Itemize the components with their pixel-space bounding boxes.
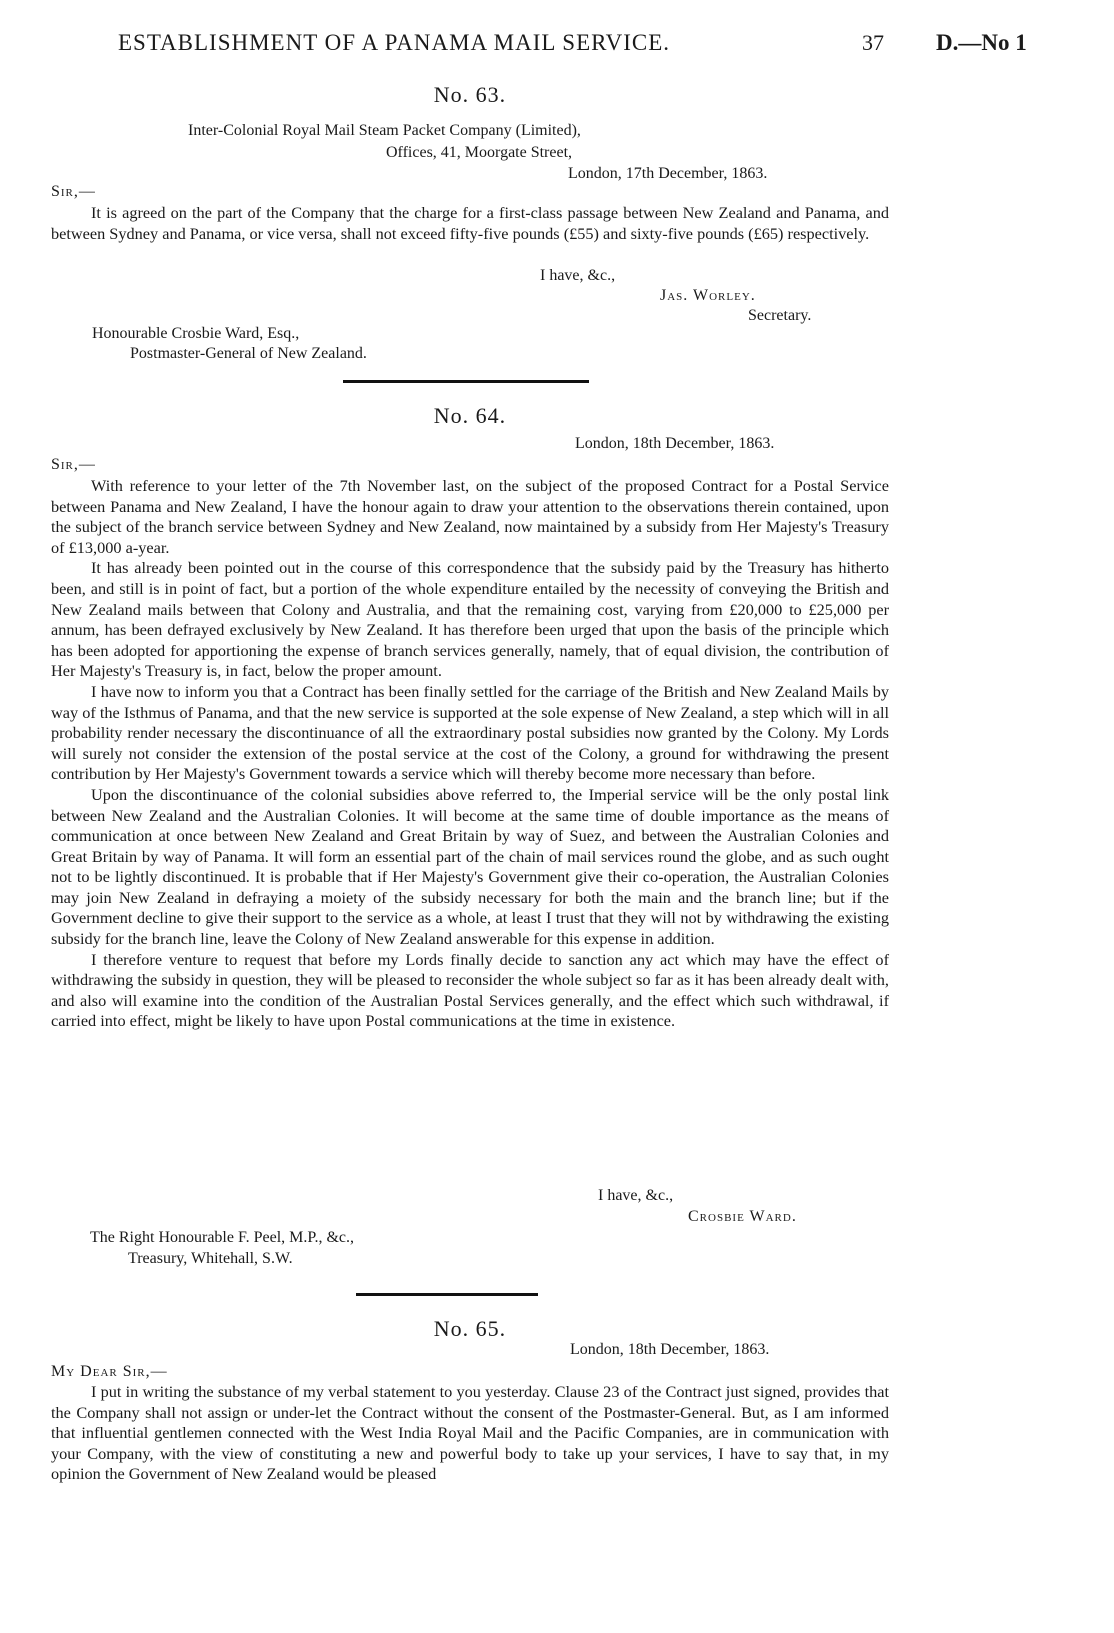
letter-64-signature: Crosbie Ward. [688, 1208, 797, 1225]
letter-64-body [51, 476, 889, 1032]
letter-64-recipient-line-1: The Right Honourable F. Peel, M.P., &c., [90, 1229, 355, 1246]
letter-63-recipient-line-1: Honourable Crosbie Ward, Esq., [92, 325, 300, 342]
letter-63-recipient-line-2: Postmaster-General of New Zealand. [130, 345, 367, 362]
letter-65-date: London, 18th December, 1863. [570, 1341, 770, 1358]
letter-64-date: London, 18th December, 1863. [575, 435, 775, 452]
letter-63-body [51, 203, 889, 244]
letter-65-salutation: My Dear Sir,— [51, 1363, 168, 1380]
letter-63-paragraph-1: It is agreed on the part of the Company that the charge for a first-class passage between New Zealand and Panama, and between Sydney and Panama, or vice versa, shall not exceed fifty-five pounds (£55) and sixty-five pounds (£65) respectively. [51, 203, 889, 243]
letter-63-signature-title: Secretary. [748, 307, 812, 324]
letter-64-salutation: Sir,— [51, 456, 96, 473]
letter-64-closing: I have, &c., [598, 1187, 674, 1204]
section-divider [343, 380, 589, 383]
letter-64-paragraph-4: Upon the discontinuance of the colonial subsidies above referred to, the Imperial service will be the only postal link between New Zealand and the Australian Colonies. It will become at the same time of double importance as the means of communication at once between New Zealand and Great Britain by way of Suez, and between the Australian Colonies and Great Britain by way of Panama. It will form an essential part of the chain of mail services round the globe, and as such ought not to be lightly discontinued. It is probable that if Her Majesty's Government give their co-operation, the Australian Colonies may join New Zealand in defraying a moiety of the subsidy necessary for both the main and the branch line; but if the Government decline to give their support to the service as a whole, at least I trust that they will not by withdrawing the existing subsidy for the branch line, leave the Colony of New Zealand answerable for this expense in addition. [51, 784, 889, 949]
letter-64-recipient-line-2: Treasury, Whitehall, S.W. [128, 1250, 293, 1267]
letter-64-paragraph-1: With reference to your letter of the 7th November last, on the subject of the proposed Contract for a Postal Service between Panama and New Zealand, I have the honour again to draw your attention to the observations therein contained, upon the subject of the branch service between Sydney and New Zealand, now maintained by a subsidy from Her Majesty's Treasury of £13,000 a-year. [51, 476, 889, 557]
letter-64-number: No. 64. [433, 403, 507, 428]
letter-65-number: No. 65. [433, 1316, 507, 1341]
page-number: 37 [862, 30, 884, 55]
letter-63-closing: I have, &c., [540, 267, 616, 284]
document-reference: D.—No 1 [936, 30, 1027, 55]
letter-63-address-line-2: Offices, 41, Moorgate Street, [386, 144, 573, 161]
letter-64-paragraph-2: It has already been pointed out in the course of this correspondence that the subsidy paid by the Treasury has hitherto been, and still is in point of fact, but a portion of the whole expenditure entailed by the necessity of conveying the British and New Zealand mails between that Colony and Australia, and that the remaining cost, varying from £20,000 to £25,000 per annum, has been defrayed exclusively by New Zealand. It has therefore been urged that upon the basis of the principle which has been adopted for apportioning the expense of branch services generally, namely, that of equal division, the contribution of Her Majesty's Treasury is, in fact, below the proper amount. [51, 558, 889, 681]
letter-64-paragraph-3: I have now to inform you that a Contract has been finally settled for the carriage of the British and New Zealand Mails by way of the Isthmus of Panama, and that the new service is supported at the sole expense of New Zealand, a step which will in all probability render necessary the discontinuance of all the extraordinary postal subsidies now granted by the Colony. My Lords will surely not consider the extension of the postal service at the cost of the Colony, a ground for withdrawing the present contribution by Her Majesty's Government towards a service which will thereby become more necessary than before. [51, 681, 889, 784]
letter-63-signature: Jas. Worley. [660, 287, 756, 304]
letter-64-paragraph-5: I therefore venture to request that before my Lords finally decide to sanction any act which may have the effect of withdrawing the subsidy in question, they will be pleased to reconsider the whole subject so far as it has been already dealt with, and also will examine into the condition of the Australian Postal Services generally, and the effect which such withdrawal, if carried into effect, might be likely to have upon Postal communications at the time in existence. [51, 949, 889, 1031]
letter-65-body [51, 1382, 889, 1485]
letter-63-date: London, 17th December, 1863. [568, 165, 768, 182]
header-title: ESTABLISHMENT OF A PANAMA MAIL SERVICE. [118, 30, 671, 55]
letter-63-number: No. 63. [433, 82, 507, 107]
running-header [0, 30, 1114, 64]
letter-65-paragraph-1: I put in writing the substance of my verbal statement to you yesterday. Clause 23 of the Contract just signed, provides that the Company shall not assign or under-let the Contract without the consent of the Postmaster-General. But, as I am informed that influential gentlemen connected with the West India Royal Mail and the Pacific Companies, are in communication with your Company, with the view of constituting a new and powerful body to take up your services, I have to say that, in my opinion the Government of New Zealand would be pleased [51, 1382, 889, 1484]
letter-63-address-line-1: Inter-Colonial Royal Mail Steam Packet Company (Limited), [188, 122, 581, 139]
section-divider [356, 1293, 538, 1296]
letter-63-salutation: Sir,— [51, 183, 96, 200]
